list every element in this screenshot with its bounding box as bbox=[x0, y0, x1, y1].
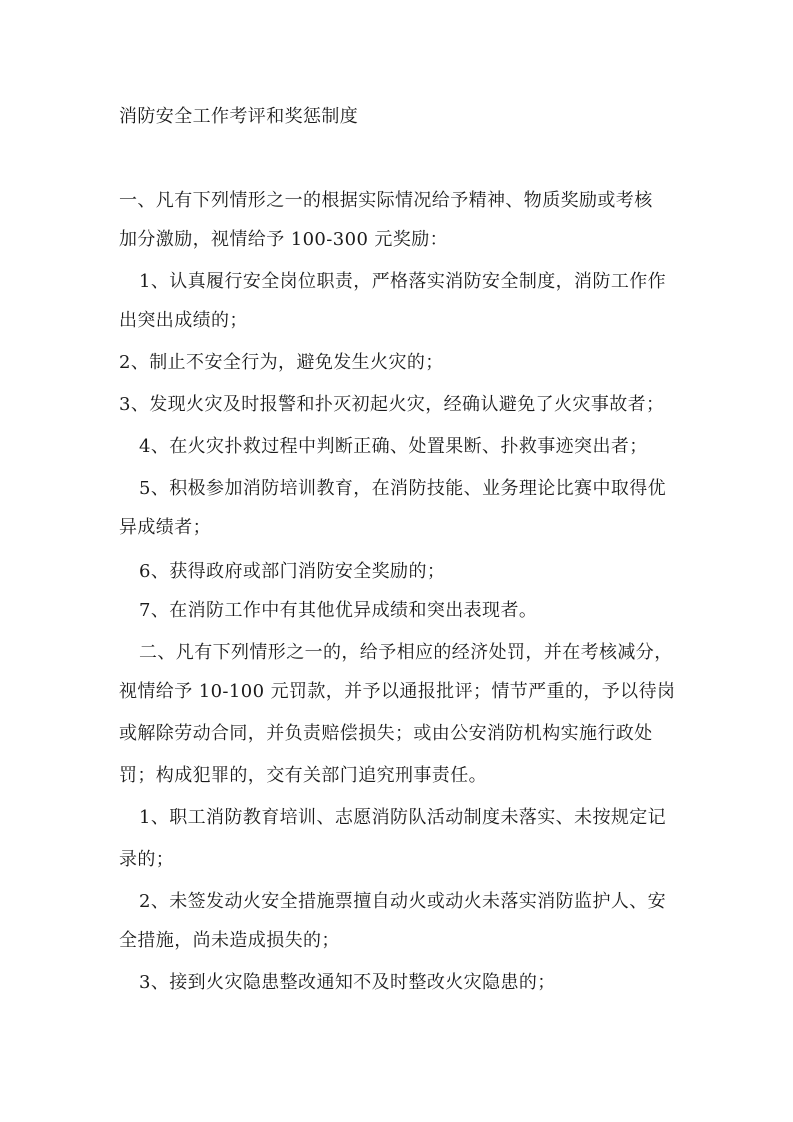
section1-item5-line1: 5、积极参加消防培训教育，在消防技能、业务理论比赛中取得优 bbox=[139, 478, 667, 499]
section2-item1-line2: 录的； bbox=[119, 849, 175, 870]
section2-heading-line1: 二、凡有下列情形之一的，给予相应的经济处罚，并在考核减分， bbox=[139, 642, 673, 663]
section1-item1-line2: 出突出成绩的； bbox=[119, 310, 248, 331]
section1-item7: 7、在消防工作中有其他优异成绩和突出表现者。 bbox=[139, 600, 538, 621]
section2-item3: 3、接到火灾隐患整改通知不及时整改火灾隐患的； bbox=[139, 972, 556, 993]
section2-heading-line2: 视情给予 10-100 元罚款，并予以通报批评；情节严重的，予以待岗 bbox=[119, 681, 676, 702]
section1-item6: 6、获得政府或部门消防安全奖励的； bbox=[139, 561, 446, 582]
section1-item2: 2、制止不安全行为，避免发生火灾的； bbox=[119, 352, 444, 373]
section1-item4: 4、在火灾扑救过程中判断正确、处置果断、扑救事迹突出者； bbox=[139, 436, 648, 457]
section1-heading-line2: 加分激励，视情给予 100-300 元奖励： bbox=[119, 229, 449, 250]
section2-heading-line3: 或解除劳动合同，并负责赔偿损失；或由公安消防机构实施行政处 bbox=[119, 723, 653, 744]
section1-heading-line1: 一、凡有下列情形之一的根据实际情况给予精神、物质奖励或考核 bbox=[119, 190, 653, 211]
section1-item1-line1: 1、认真履行安全岗位职责，严格落实消防安全制度，消防工作作 bbox=[139, 271, 667, 292]
section2-item1-line1: 1、职工消防教育培训、志愿消防队活动制度未落实、未按规定记 bbox=[139, 807, 667, 828]
section1-item3: 3、发现火灾及时报警和扑灭初起火灾，经确认避免了火灾事故者； bbox=[119, 394, 665, 415]
section2-item2-line2: 全措施，尚未造成损失的； bbox=[119, 930, 340, 951]
section2-heading-line4: 罚；构成犯罪的，交有关部门追究刑事责任。 bbox=[119, 765, 487, 786]
document-title: 消防安全工作考评和奖惩制度 bbox=[119, 106, 359, 127]
section1-item5-line2: 异成绩者； bbox=[119, 517, 211, 538]
section2-item2-line1: 2、未签发动火安全措施票擅自动火或动火未落实消防监护人、安 bbox=[139, 891, 667, 912]
